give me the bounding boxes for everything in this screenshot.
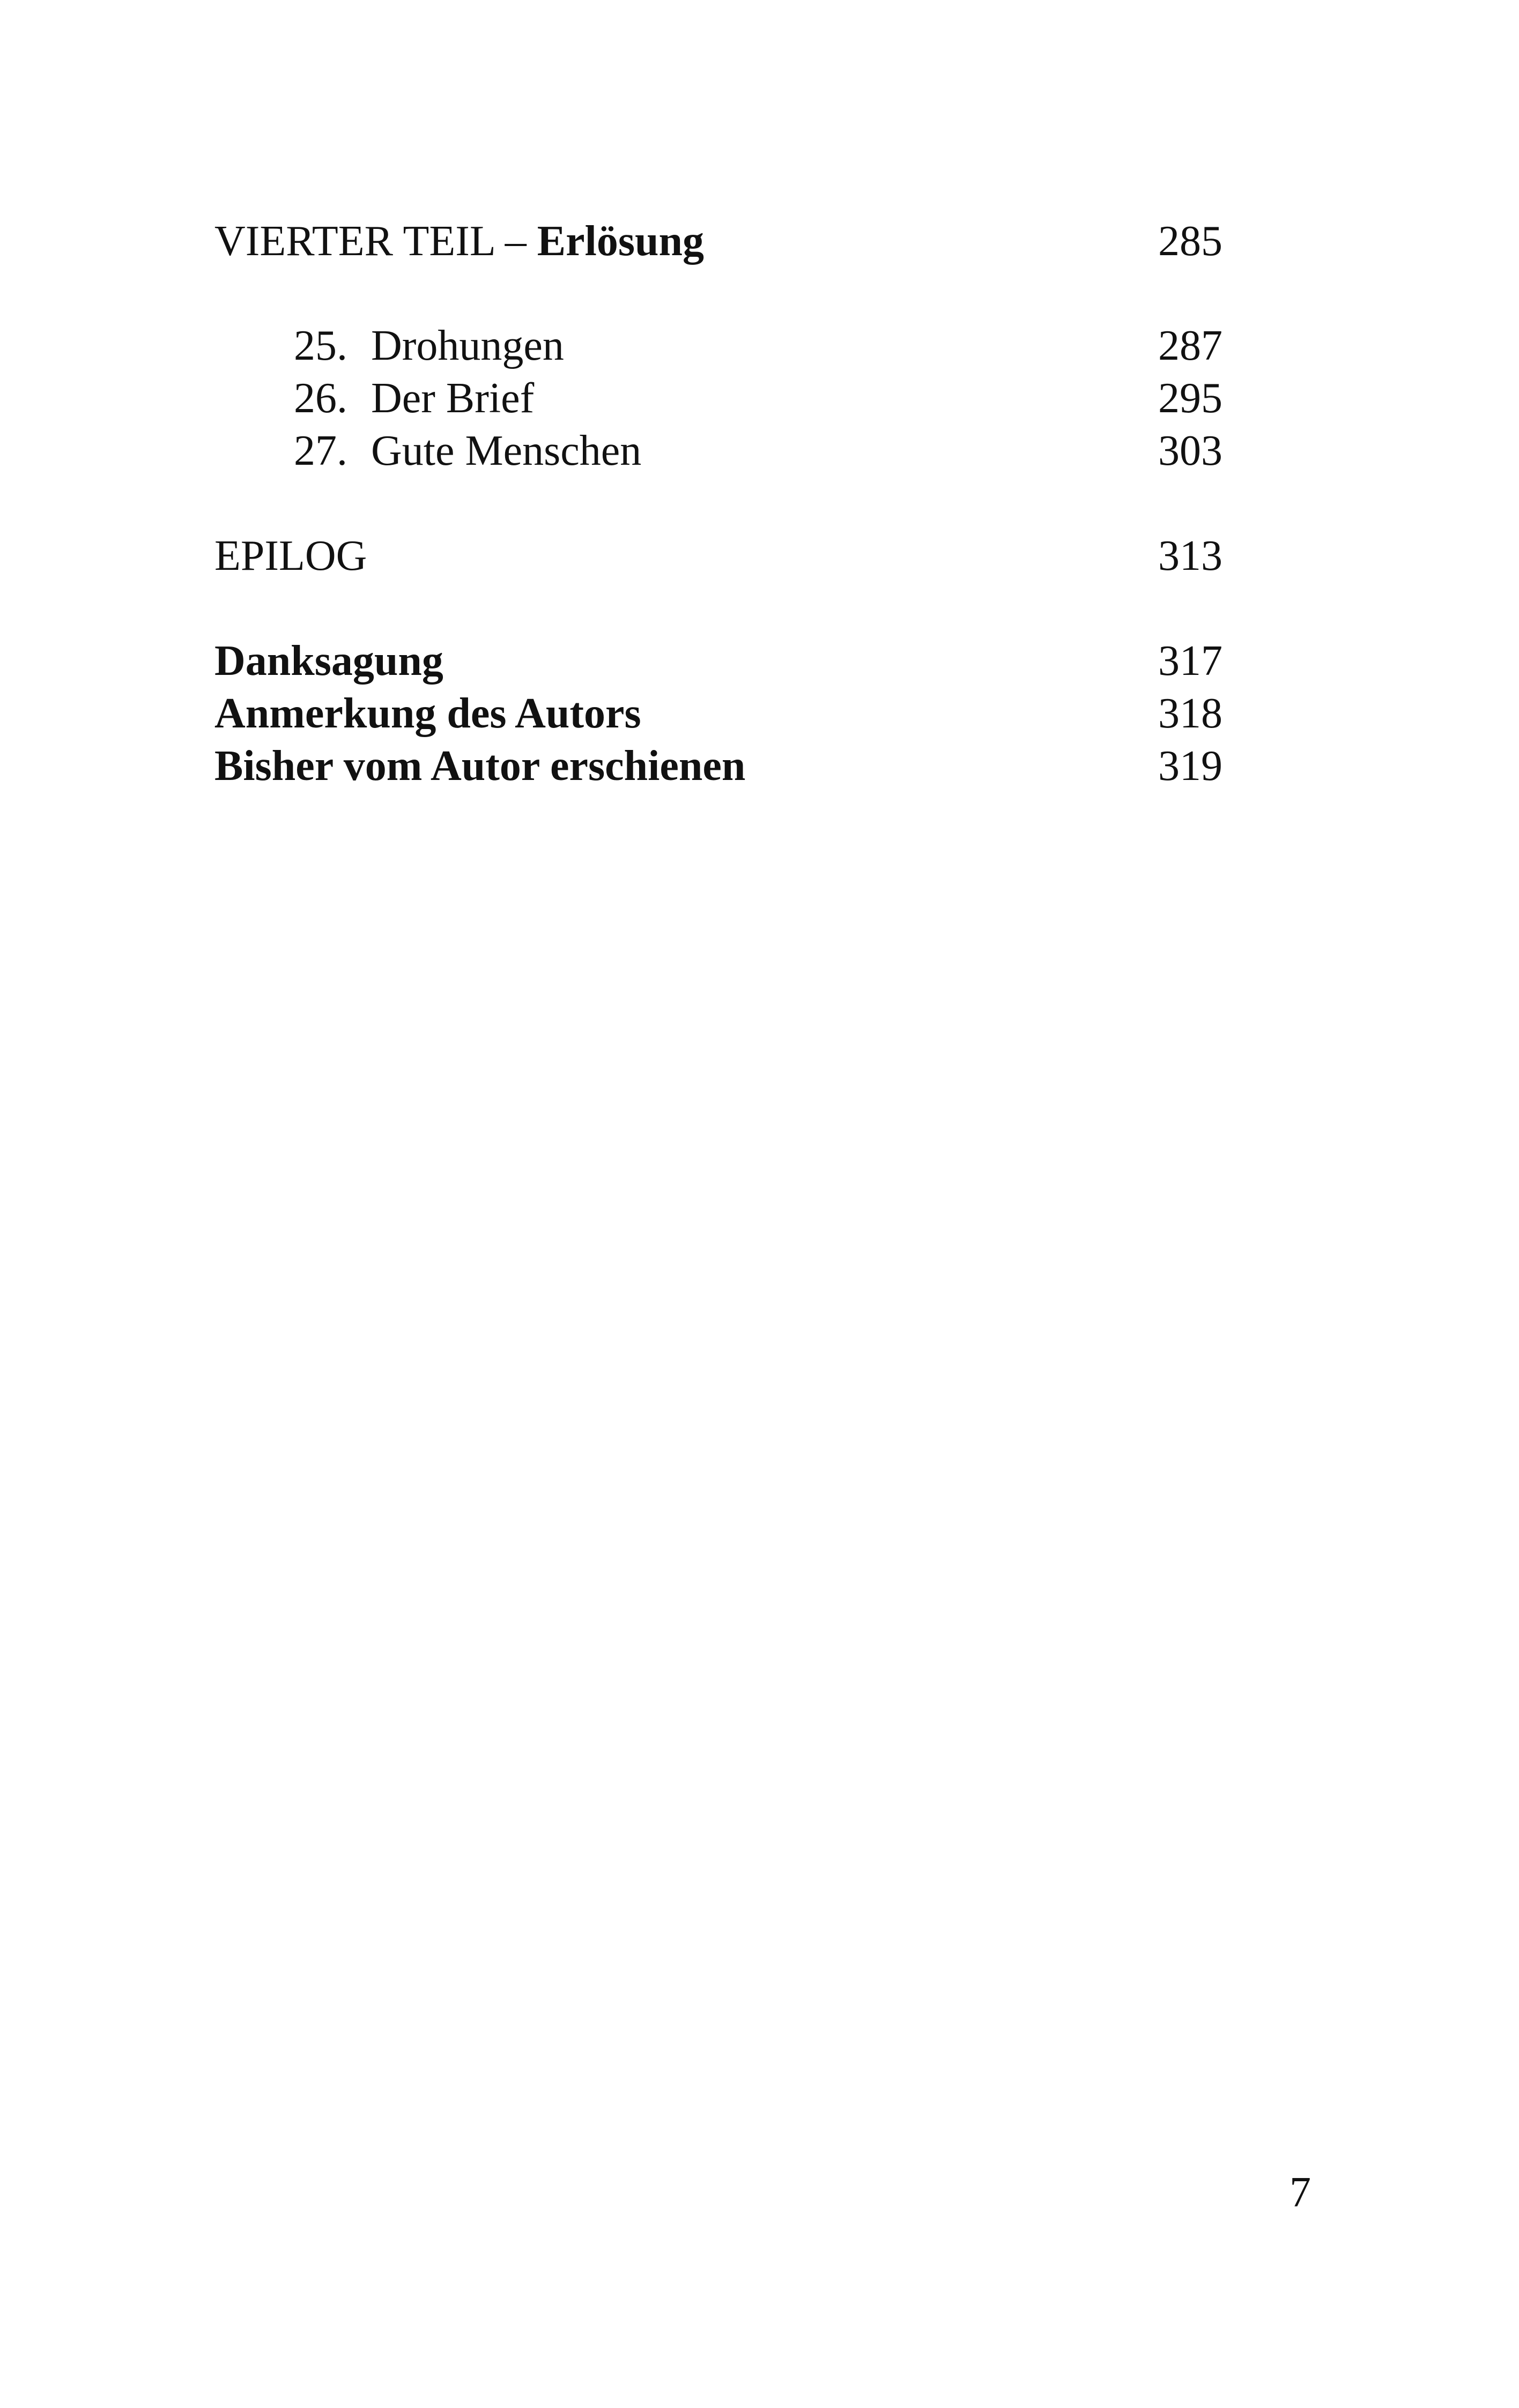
- chapter-page: 287: [1158, 322, 1222, 369]
- chapter-page: 303: [1158, 427, 1222, 474]
- epilog-title: EPILOG: [214, 532, 367, 579]
- backmatter-title: Anmerkung des Autors: [214, 690, 641, 737]
- chapter-title: Gute Menschen: [371, 427, 642, 474]
- toc-entry-chapter: [214, 319, 1222, 373]
- toc-entry-backmatter: [214, 739, 1222, 793]
- chapter-number: 25.: [294, 322, 347, 369]
- toc-entry-chapter: [214, 371, 1222, 425]
- chapter-page: 295: [1158, 375, 1222, 422]
- toc-entry-epilog: [214, 529, 1222, 583]
- epilog-page: 313: [1158, 532, 1222, 579]
- part-title: Erlösung: [537, 218, 704, 265]
- chapter-number: 26.: [294, 375, 347, 422]
- backmatter-page: 318: [1158, 690, 1222, 737]
- toc-entry-chapter: [214, 424, 1222, 478]
- chapter-number: 27.: [294, 427, 347, 474]
- toc-entry-backmatter: [214, 687, 1222, 740]
- backmatter-title: Danksagung: [214, 637, 443, 685]
- toc-entry-backmatter: [214, 634, 1222, 688]
- chapter-title: Der Brief: [371, 375, 535, 422]
- backmatter-page: 319: [1158, 742, 1222, 790]
- backmatter-page: 317: [1158, 637, 1222, 685]
- page-number: 7: [1290, 2169, 1311, 2216]
- toc-entry-part: [214, 214, 1222, 268]
- chapter-title: Drohungen: [371, 322, 564, 369]
- part-page: 285: [1158, 218, 1222, 265]
- part-prefix: VIERTER TEIL –: [214, 218, 527, 265]
- backmatter-title: Bisher vom Autor erschienen: [214, 742, 746, 790]
